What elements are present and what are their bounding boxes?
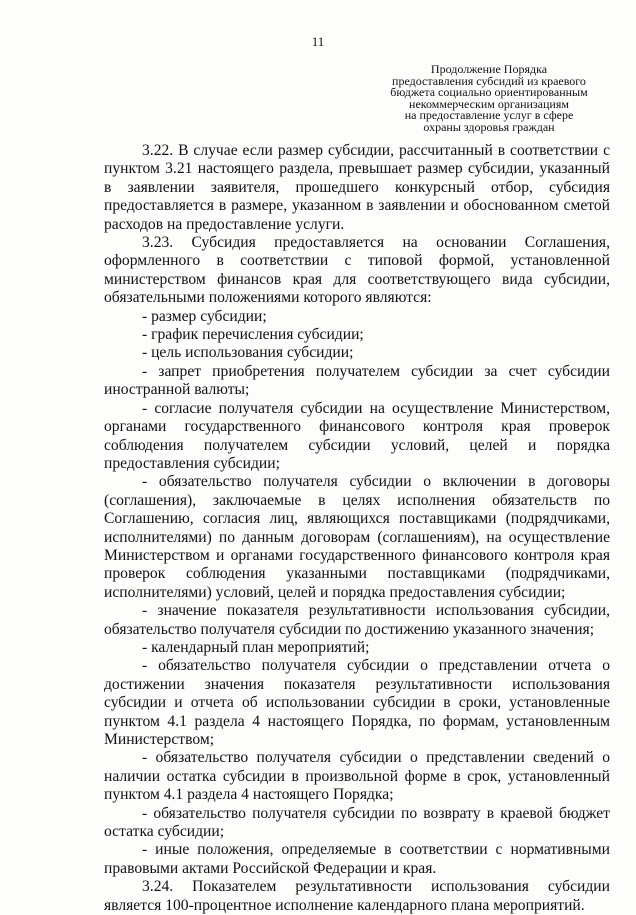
list-item: - обязательство получателя субсидии о представлении сведений о наличии остатка субсидии в произвольной форме в срок, установленный пунктом 4.1 раздела 4 настоящего Порядка; bbox=[104, 749, 610, 804]
document-body bbox=[104, 142, 610, 915]
list-item: - согласие получателя субсидии на осуществление Министерством, органами государственного финансового контроля края проверок соблюдения получателем субсидии условий, целей и порядка предоставления субсидии; bbox=[104, 399, 610, 472]
list-item: - обязательство получателя субсидии о включении в договоры (соглашения), заключаемые в целях исполнения обязательств по Соглашению, согласия лиц, являющихся поставщиками (подрядчиками, исполнителями) по данным договорам (соглашениям), на осуществление Министерством и органами государственного финансового контроля края проверок соблюдения указанными поставщиками (подрядчиками, исполнителями) условий, целей и порядка предоставления субсидии; bbox=[104, 473, 610, 601]
paragraph-3-24: 3.24. Показателем результативности использования субсидии является 100-процентное исполнение календарного плана мероприятий. bbox=[104, 878, 610, 914]
header-note-line: Продолжение Порядка bbox=[430, 62, 548, 76]
list-item: - размер субсидии; bbox=[142, 307, 267, 325]
header-note-line: на предоставление услуг в сфере bbox=[404, 108, 574, 123]
header-note-line: бюджета социально ориентированным bbox=[390, 85, 588, 100]
page-number: 11 bbox=[311, 34, 325, 49]
header-note bbox=[369, 64, 609, 134]
list-item: - иные положения, определяемые в соответствии с нормативными правовыми актами Российской Федерации и края. bbox=[104, 841, 610, 877]
list-item: - запрет приобретения получателем субсидии за счет субсидии иностранной валюты; bbox=[104, 362, 610, 399]
list-item: - значение показателя результативности использования субсидии, обязательство получателя субсидии по достижению указанного значения; bbox=[104, 602, 610, 638]
paragraph-3-22: 3.22. В случае если размер субсидии, рассчитанный в соответствии с пунктом 3.21 настоящего раздела, превышает размер субсидии, указанный в заявлении заявителя, прошедшего конкурсный отбор, субсидия предоставляется в размере, указанном в заявлении и обоснованном сметой расходов на предоставление услуги. bbox=[104, 142, 610, 233]
header-note-line: предоставления субсидий из краевого bbox=[392, 73, 586, 88]
paragraph-3-23: 3.23. Субсидия предоставляется на основании Соглашения, оформленного в соответствии с типовой формой, установленной министерством финансов края для соответствующего вида субсидии, обязательными положениями которого являются: bbox=[104, 234, 610, 307]
header-note-line: охраны здоровья граждан bbox=[423, 119, 555, 134]
list-item: - обязательство получателя субсидии о представлении отчета о достижении значения показателя результативности использования субсидии и отчета об использовании субсидии в сроки, установленные пунктом 4.1 раздела 4 настоящего Порядка, по формам, установленным Министерством; bbox=[104, 657, 610, 748]
list-item: - цель использования субсидии; bbox=[142, 344, 354, 362]
list-item: - обязательство получателя субсидии по возврату в краевой бюджет остатка субсидии; bbox=[104, 804, 610, 841]
list-item: - график перечисления субсидии; bbox=[142, 326, 364, 344]
header-note-line: некоммерческим организациям bbox=[409, 96, 569, 111]
list-item: - календарный план мероприятий; bbox=[142, 638, 370, 656]
